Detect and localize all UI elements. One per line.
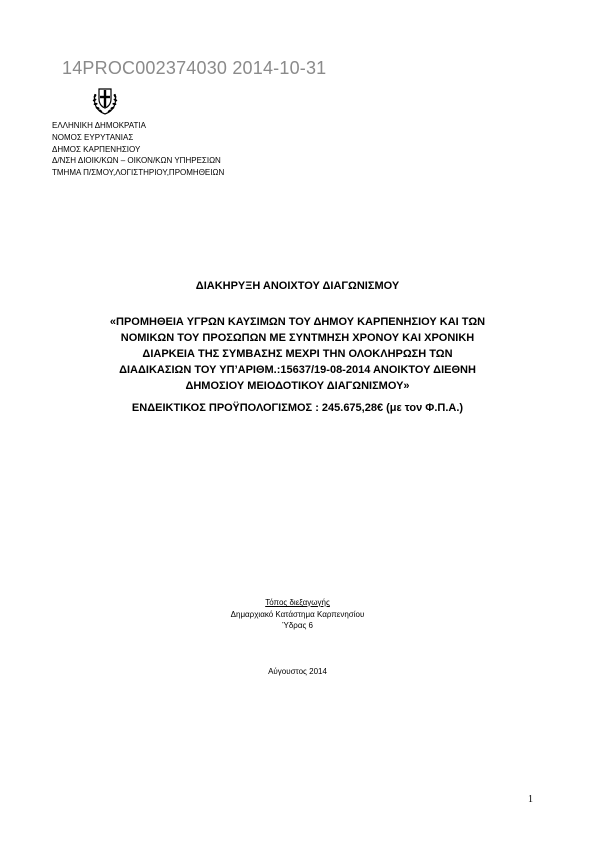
- document-id: 14PROC002374030 2014-10-31: [62, 58, 327, 78]
- document-date: Αύγουστος 2014: [268, 667, 327, 676]
- authority-line: ΔΗΜΟΣ ΚΑΡΠΕΝΗΣΙΟΥ: [52, 144, 141, 154]
- venue-block: [40, 597, 555, 632]
- authority-line: ΝΟΜΟΣ ΕΥΡΥΤΑΝΙΑΣ: [52, 132, 134, 142]
- subject-line: ΔΙΑΔΙΚΑΣΙΩΝ ΤΟΥ ΥΠ’ΑΡΙΘΜ.:15637/19-08-2014 ΑΝΟΙΚΤΟΥ ΔΙΕΘΝΗ: [119, 364, 476, 376]
- subject-line: ΝΟΜΙΚΩΝ ΤΟΥ ΠΡΟΣΩΠΩΝ ΜΕ ΣΥΝΤΜΗΣΗ ΧΡΟΝΟΥ ΚΑΙ ΧΡΟΝΙΚΗ: [120, 332, 475, 344]
- greek-state-emblem-icon: [90, 84, 120, 116]
- page-number: 1: [528, 794, 533, 805]
- estimated-budget: ΕΝΔΕΙΚΤΙΚΟΣ ΠΡΟΫΠΟΛΟΓΙΣΜΟΣ : 245.675,28€ (με τον Φ.Π.Α.): [131, 402, 464, 414]
- subject-line: «ΠΡΟΜΗΘΕΙΑ ΥΓΡΩΝ ΚΑΥΣΙΜΩΝ ΤΟΥ ΔΗΜΟΥ ΚΑΡΠΕΝΗΣΙΟΥ ΚΑΙ ΤΩΝ: [109, 316, 486, 328]
- subject-line: ΔΙΑΡΚΕΙΑ ΤΗΣ ΣΥΜΒΑΣΗΣ ΜΕΧΡΙ ΤΗΝ ΟΛΟΚΛΗΡΩΣΗ ΤΩΝ: [142, 348, 453, 360]
- authority-line: ΤΜΗΜΑ Π/ΣΜΟΥ,ΛΟΓΙΣΤΗΡΙΟΥ,ΠΡΟΜΗΘΕΙΩΝ: [52, 168, 225, 178]
- issuing-authority: [52, 120, 224, 179]
- document-title: ΔΙΑΚΗΡΥΞΗ ΑΝΟΙΧΤΟΥ ΔΙΑΓΩΝΙΣΜΟΥ: [195, 280, 400, 292]
- subject-line: ΔΗΜΟΣΙΟΥ ΜΕΙΟΔΟΤΙΚΟΥ ΔΙΑΓΩΝΙΣΜΟΥ»: [185, 380, 410, 392]
- tender-subject: [40, 314, 555, 394]
- authority-line: Δ/ΝΣΗ ΔΙΟΙΚ/ΚΩΝ – ΟΙΚΟΝ/ΚΩΝ ΥΠΗΡΕΣΙΩΝ: [52, 156, 221, 166]
- venue-line: Δημαρχιακό Κατάστημα Καρπενησίου: [230, 609, 365, 619]
- authority-line: ΕΛΛΗΝΙΚΗ ΔΗΜΟΚΡΑΤΙΑ: [52, 121, 146, 130]
- venue-line: Ύδρας 6: [282, 621, 313, 630]
- venue-heading: Τόπος διεξαγωγής: [265, 598, 330, 607]
